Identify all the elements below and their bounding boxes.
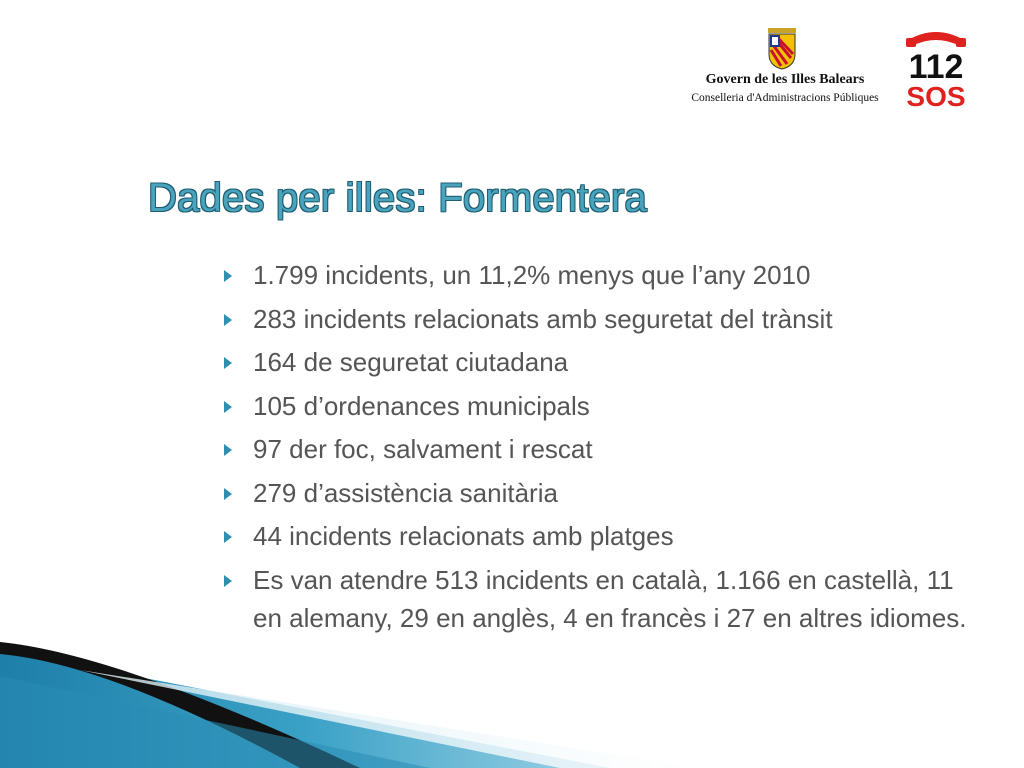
bullet-item: 105 d’ordenances municipals: [222, 387, 982, 425]
bullet-item: 164 de seguretat ciutadana: [222, 343, 982, 381]
bullet-item: 97 der foc, salvament i rescat: [222, 430, 982, 468]
bullet-arrow-icon: [224, 401, 232, 413]
decorative-swoosh: [0, 640, 1024, 768]
slide-title: Dades per illes: Formentera: [148, 176, 647, 220]
bullet-item: 279 d’assistència sanitària: [222, 474, 982, 512]
header-logos: [670, 26, 1000, 116]
bullet-item: 283 incidents relacionats amb seguretat del trànsit: [222, 300, 982, 338]
bullet-item: 44 incidents relacionats amb platges: [222, 517, 982, 555]
bullet-item: Es van atendre 513 incidents en català, 1.166 en castellà, 11 en alemany, 29 en anglès, 4 en francès i 27 en altres idiomes.: [222, 561, 982, 637]
bullet-arrow-icon: [224, 444, 232, 456]
bullet-arrow-icon: [224, 270, 232, 282]
sos-112-logo: [902, 26, 970, 108]
coat-of-arms-icon: [765, 28, 799, 70]
sos-label: SOS: [906, 81, 966, 108]
bullet-arrow-icon: [224, 575, 232, 587]
bullet-list: [222, 256, 982, 642]
bullet-item: 1.799 incidents, un 11,2% menys que l’any 2010: [222, 256, 982, 294]
department-name: Conselleria d'Administracions Públiques: [691, 92, 879, 104]
government-name: Govern de les Illes Balears: [705, 72, 865, 87]
bullet-arrow-icon: [224, 531, 232, 543]
bullet-arrow-icon: [224, 488, 232, 500]
bullet-arrow-icon: [224, 314, 232, 326]
bullet-arrow-icon: [224, 357, 232, 369]
sos-number: 112: [908, 48, 964, 86]
